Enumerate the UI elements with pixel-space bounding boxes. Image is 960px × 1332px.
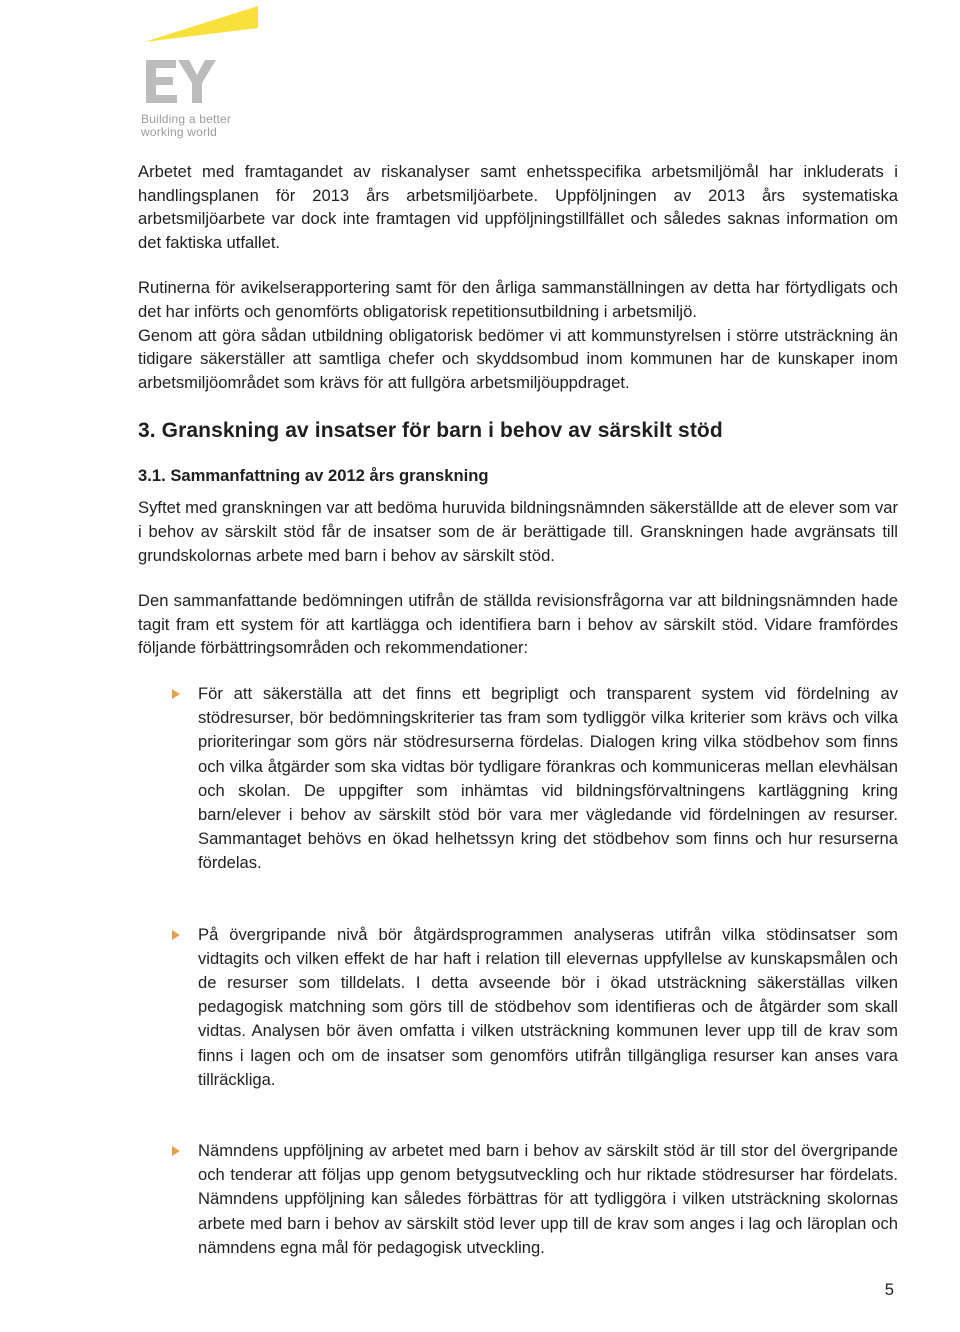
logo-letter-e-icon	[146, 60, 177, 103]
section-heading	[138, 417, 898, 445]
ey-logo-mark	[140, 6, 270, 111]
paragraph-syfte: Syftet med granskningen var att bedöma huruvida bildningsnämnden säkerställde att de elever som var i behov av särskilt stöd får de insatser som de är berättigade till. Granskningen hade avgränsats till grundskolornas arbete med barn i behov av särskilt stöd.	[138, 498, 898, 565]
logo-beam-icon	[144, 6, 258, 42]
bullet-arrow-icon	[172, 689, 180, 699]
list-item-text: För att säkerställa att det finns ett begripligt och transparent system vid fördelning av stödresurser, bör bedömningskriterier tas fram som tydliggör vilka kriterier som krävs och vilka prioriteringar som görs när stödresurserna fördelas. Dialogen kring vilka stödbehov som finns och vilka åtgärder som ska vidtas bör tydligare förankras och kommuniceras mellan elevhälsan och skolan. De uppgifter som inhämtas vid bildningsförvaltningens kartläggning kring barn/elever i behov av särskilt stöd bör vara mer vägledande vid fördelningen av resurser. Sammantaget behövs en ökad helhetssyn kring det stödbehov som finns och hur resurserna fördelas.	[198, 683, 898, 873]
paragraph-bedomning: Den sammanfattande bedömningen utifrån de ställda revisionsfrågorna var att bildningsnämnden hade tagit fram ett system för att kartlägga och identifiera barn i behov av särskilt stöd. Vidare framfördes följande förbättringsområden och rekommendationer:	[138, 591, 898, 658]
subsection-heading	[138, 464, 898, 488]
list-item	[138, 923, 898, 1092]
logo-tagline-line2: working world	[141, 125, 217, 139]
logo-tagline	[141, 113, 271, 139]
paragraph-riskanalyser: Arbetet med framtagandet av riskanalyser samt enhetsspecifika arbetsmiljömål har inkluderats i handlingsplanen för 2013 års arbetsmiljöarbete. Uppföljningen av 2013 års systematiska arbetsmiljöarbete var dock inte framtagen vid uppföljningstillfället och således saknas information om det faktiska utfallet.	[138, 162, 898, 252]
logo-tagline-line1: Building a better	[141, 112, 232, 126]
bullet-arrow-icon	[172, 1146, 180, 1156]
list-item-text: Nämndens uppföljning av arbetet med barn i behov av särskilt stöd är till stor del övergripande och tenderar att följas upp genom betygsutveckling och hur riktade stödresurser har fördelats. Nämndens uppföljning kan således förbättras för att tydliggöra i vilken utsträckning skolornas arbete med barn i behov av särskilt stöd lever upp till de krav som anges i lag och läroplan och nämndens egna mål för pedagogisk utveckling.	[198, 1140, 898, 1257]
list-item	[138, 682, 898, 876]
recommendations-list	[138, 682, 898, 1260]
subsection-title: Sammanfattning av 2012 års granskning	[170, 466, 489, 486]
logo-letter-y-icon	[178, 60, 216, 103]
section-number: 3.	[138, 419, 156, 443]
ey-logo	[140, 6, 270, 139]
document-body	[138, 160, 898, 1260]
bullet-arrow-icon	[172, 930, 180, 940]
page-number: 5	[884, 1280, 894, 1299]
list-item-text: På övergripande nivå bör åtgärdsprogrammen analyseras utifrån vilka stödinsatser som vidtagits och vilken effekt de har haft i relation till elevernas uppfyllelse av kunskapsmålen och de resurser som tilldelats. I detta avseende bör i ökad utsträckning säkerställas vilken pedagogisk matchning som görs till de stödbehov som identifieras och de åtgärder som skall vidtas. Analysen bör även omfatta i vilken utsträckning kommunen lever upp till de krav som finns i lagen och om de insatser som genomförs utifrån tillgängliga resurser kan anses vara tillräckliga.	[198, 924, 898, 1089]
paragraph-rutiner: Rutinerna för avikelserapportering samt för den årliga sammanställningen av detta har förtydligats och det har införts och genomförts obligatorisk repetitionsutbildning i arbetsmiljö.	[138, 278, 898, 321]
section-title: Granskning av insatser för barn i behov av särskilt stöd	[161, 419, 723, 443]
paragraph-utbildning: Genom att göra sådan utbildning obligatorisk bedömer vi att kommunstyrelsen i större utsträckning än tidigare säkerställer att samtliga chefer och skyddsombud inom kommunen har de kunskaper inom arbetsmiljöområdet som krävs för att fullgöra arbetsmiljöuppdraget.	[138, 325, 898, 392]
list-item	[138, 1139, 898, 1260]
subsection-number: 3.1.	[138, 466, 166, 486]
